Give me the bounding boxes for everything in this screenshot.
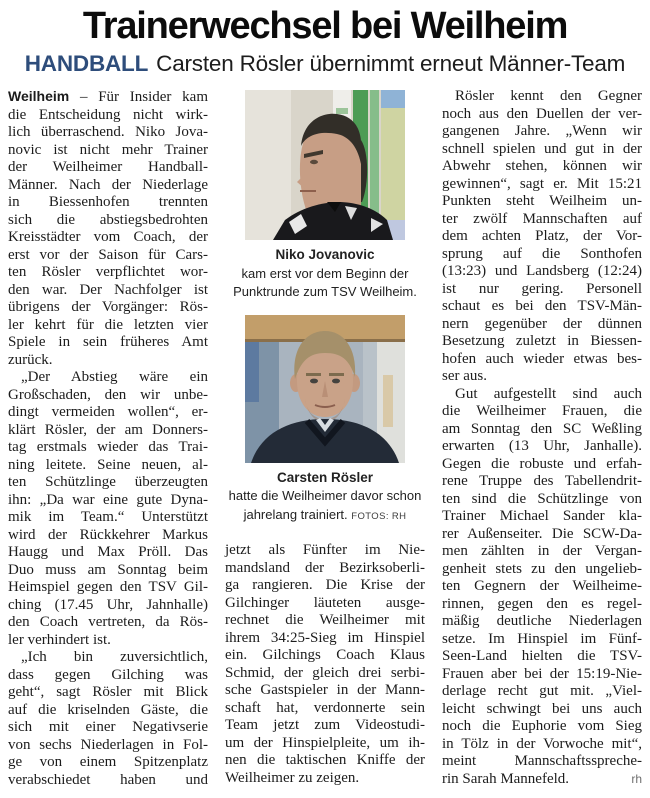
column-1 (8, 88, 208, 789)
text-line: zurück. (8, 351, 53, 368)
text-line: sprung auf die Sonthofen (442, 245, 642, 262)
text-line: Duo muss am Sonntag beim (8, 561, 208, 578)
text-line: die Entscheidung nicht wirk- (8, 106, 208, 123)
text-line: mäßig deutliche Niederlagen (442, 613, 642, 630)
text-line: genheit stets zu den ungelieb- (442, 560, 642, 577)
text-line: erst vor der Saison für Cars- (8, 246, 208, 263)
text-line: ter zwölf Mannschaften auf (442, 210, 642, 227)
text-line: dass gegen Gilching was (8, 666, 208, 683)
text-line: den war. Der Nachfolger ist (8, 281, 208, 298)
text-line: Haugg und Max Pröll. Das (8, 544, 208, 561)
text-line: in Biessenhofen trennten (8, 194, 208, 211)
dateline-lead: Weilheim (8, 88, 70, 105)
text-line-span: rin Sarah Mannefeld. (442, 770, 570, 787)
text-line: geht“, sagt Rösler mit Blick (8, 684, 208, 701)
text-line: wird der Rückkehrer Markus (8, 526, 208, 543)
text-line: nen die taktischen Kniffe der (225, 752, 425, 769)
text-line: am Sonntag den SC Weßling (442, 420, 642, 437)
text-line: setze. Im Hinspiel im Fünf- (442, 630, 642, 647)
text-line: tag erstmals wieder das Trai- (8, 439, 208, 456)
text-line: meint Mannschaftsspreche- (442, 753, 642, 770)
photo-caption-niko (225, 246, 425, 302)
text-line: Abwehr stehen, können wir (442, 158, 642, 175)
text-line: Seen-Land hielten die TSV- (442, 648, 642, 665)
article-columns (8, 88, 642, 789)
section-kicker: HANDBALL (24, 51, 149, 77)
caption-text (225, 487, 425, 526)
article-subtitle (8, 51, 642, 77)
text-line: sich die abstiegsbedrohten (8, 211, 208, 228)
text-line: Kreisstädter vom Coach, der (8, 229, 208, 246)
text-line: Weilheimer zu zeigen. (225, 769, 360, 786)
text-line (442, 771, 642, 789)
text-line: ser aus. (442, 368, 487, 385)
text-line: ein. Gilchings Coach Klaus (225, 647, 425, 664)
caption-text-span: kam erst vor dem Beginn der Punktrunde zum TSV Weilheim. (233, 265, 417, 300)
text-line: lich überraschend. Niko Jova- (8, 124, 208, 141)
text-line: ten sind die Schützlinge von (442, 490, 642, 507)
caption-text (225, 265, 425, 302)
text-line: leicht schwingt bei uns auch (442, 700, 642, 717)
text-line: den Coach vertreten, da Rös- (8, 614, 208, 631)
text-line: men zählten in der Vergan- (442, 543, 642, 560)
text-line: „Der Abstieg wäre ein (21, 369, 208, 386)
subtitle-text: Carsten Rösler übernimmt erneut Männer-Team (156, 51, 626, 77)
photo-caption-carsten (225, 469, 425, 527)
text-line: schnell spielen und gut in der (442, 140, 642, 157)
text-line: übrigens der Vorgänger: Rös- (8, 299, 208, 316)
text-line: schaft hat, verdonnerte sein (225, 699, 425, 716)
text-line: Besetzung zuletzt in Biessen- (442, 333, 642, 350)
text-line: gewinnen“, sagt er. Mit 15:21 (442, 175, 642, 192)
photo-credit: FOTOS: RH (351, 510, 407, 522)
text-line: Punkten steht Weilheim un- (442, 193, 642, 210)
text-line: derlage recht gut mit. „Viel- (442, 683, 642, 700)
text-line: rene Truppe des Tabellendrit- (442, 473, 642, 490)
text-line: erwarten (13 Uhr, Janhalle). (442, 438, 642, 455)
text-line: Frauen aber bei der 15:19-Nie- (442, 665, 642, 682)
text-line: ten Rösler verpflichtet wor- (8, 264, 208, 281)
text-line: ten Gegnern der Weilheime- (442, 578, 642, 595)
text-line: Team jetzt zum Videostudi- (225, 717, 425, 734)
text-line: Heimspiel gegen den TSV Gil- (8, 579, 208, 596)
text-line: um der Hinspielpleite, um ih- (225, 734, 425, 751)
text-line: ist nur gering. Personell (442, 280, 642, 297)
text-line: Rösler kennt den Gegner (455, 88, 642, 105)
text-line: von sechs Niederlagen in Fol- (8, 736, 208, 753)
text-line: Weilheim – Für Insider kam (8, 88, 208, 106)
caption-name: Niko Jovanovic (275, 247, 375, 263)
text-line: schaut es bei den TSV-Män- (442, 298, 642, 315)
text-line: sich mit einer Negativserie (8, 719, 208, 736)
text-line: mik im Team.“ Unterstützt (8, 509, 208, 526)
article-title: Trainerwechsel bei Weilheim (82, 5, 568, 47)
text-line: (13:23) und Landsberg (12:24) (442, 263, 642, 280)
portrait-photo-niko-jovanovic (245, 90, 405, 240)
text-line: ler verhindert ist. (8, 631, 111, 648)
text-line: „Ich bin zuversichtlich, (21, 649, 208, 666)
text-line: Trainer Michael Sander kla- (442, 508, 642, 525)
text-line: sche Gastspieler in der Mann- (225, 682, 425, 699)
text-line: ge von einem Spitzenplatz (8, 754, 208, 771)
caption-name: Carsten Rösler (276, 469, 374, 485)
text-line: ihn: „Da war eine gute Dyna- (8, 491, 208, 508)
text-line: verabschiedet haben und (8, 771, 208, 788)
text-line: noch aus den Duellen der ver- (442, 105, 642, 122)
text-line: Gut aufgestellt sind auch (455, 385, 642, 402)
text-line: Schmid, der gleich drei serbi- (225, 664, 425, 681)
text-line: novic ist nicht mehr Trainer (8, 141, 208, 158)
text-line: der Weilheimer Handball- (8, 159, 208, 176)
text-line: mandsland der Bezirksoberli- (225, 559, 425, 576)
caption-text-span: hatte die Weilheimer davor schon jahrelang trainiert. (228, 488, 422, 522)
text-line: dem achten Platz, der Vor- (442, 228, 642, 245)
text-line: gangenen Jahre. „Wenn wir (442, 123, 642, 140)
column-2-text (225, 542, 425, 787)
text-line: ning leitete. Seine neuen, al- (8, 456, 208, 473)
text-line: jetzt als Fünfter im Nie- (225, 542, 425, 559)
text-line: in Tölz in der Vorwoche mit“, (442, 735, 642, 752)
text-line: hofen auch wieder etwas bes- (442, 350, 642, 367)
text-line: Großschaden, den wir unbe- (8, 386, 208, 403)
portrait-photo-carsten-roesler (245, 315, 405, 463)
column-3 (442, 88, 642, 788)
author-byline: rh (631, 771, 642, 786)
text-line: Gegen die robuste und erfah- (442, 455, 642, 472)
text-line: noch die Euphorie vom Sieg (442, 718, 642, 735)
text-line: rer Außenseiter. Die SCW-Da- (442, 525, 642, 542)
text-line: ler kehrt für die letzten vier (8, 316, 208, 333)
text-line: Männer. Nach der Niederlage (8, 176, 208, 193)
text-line: ga rangieren. Die Krise der (225, 577, 425, 594)
text-line: dingt vermeiden wollen“, er- (8, 404, 208, 421)
text-line: auf die kriselnden Gäste, die (8, 701, 208, 718)
text-line: Gilchinger läuteten ausge- (225, 594, 425, 611)
text-line: ching (17.45 Uhr, Jahnhalle) (8, 596, 208, 613)
text-line: Spiele in sein früheres Amt (8, 334, 208, 351)
text-line: rinnen, gegen den es regel- (442, 595, 642, 612)
text-line: nern gegenüber der dünnen (442, 315, 642, 332)
column-2 (225, 88, 425, 787)
text-line: die Weilheimer Frauen, die (442, 403, 642, 420)
text-line: ihrem 34:25-Sieg im Hinspiel (225, 629, 425, 646)
text-line: klärt Rösler, der am Donners- (8, 421, 208, 438)
text-line: rechnet die Weilheimer mit (225, 612, 425, 629)
text-line: ten Schützlinge überzeugten (8, 474, 208, 491)
